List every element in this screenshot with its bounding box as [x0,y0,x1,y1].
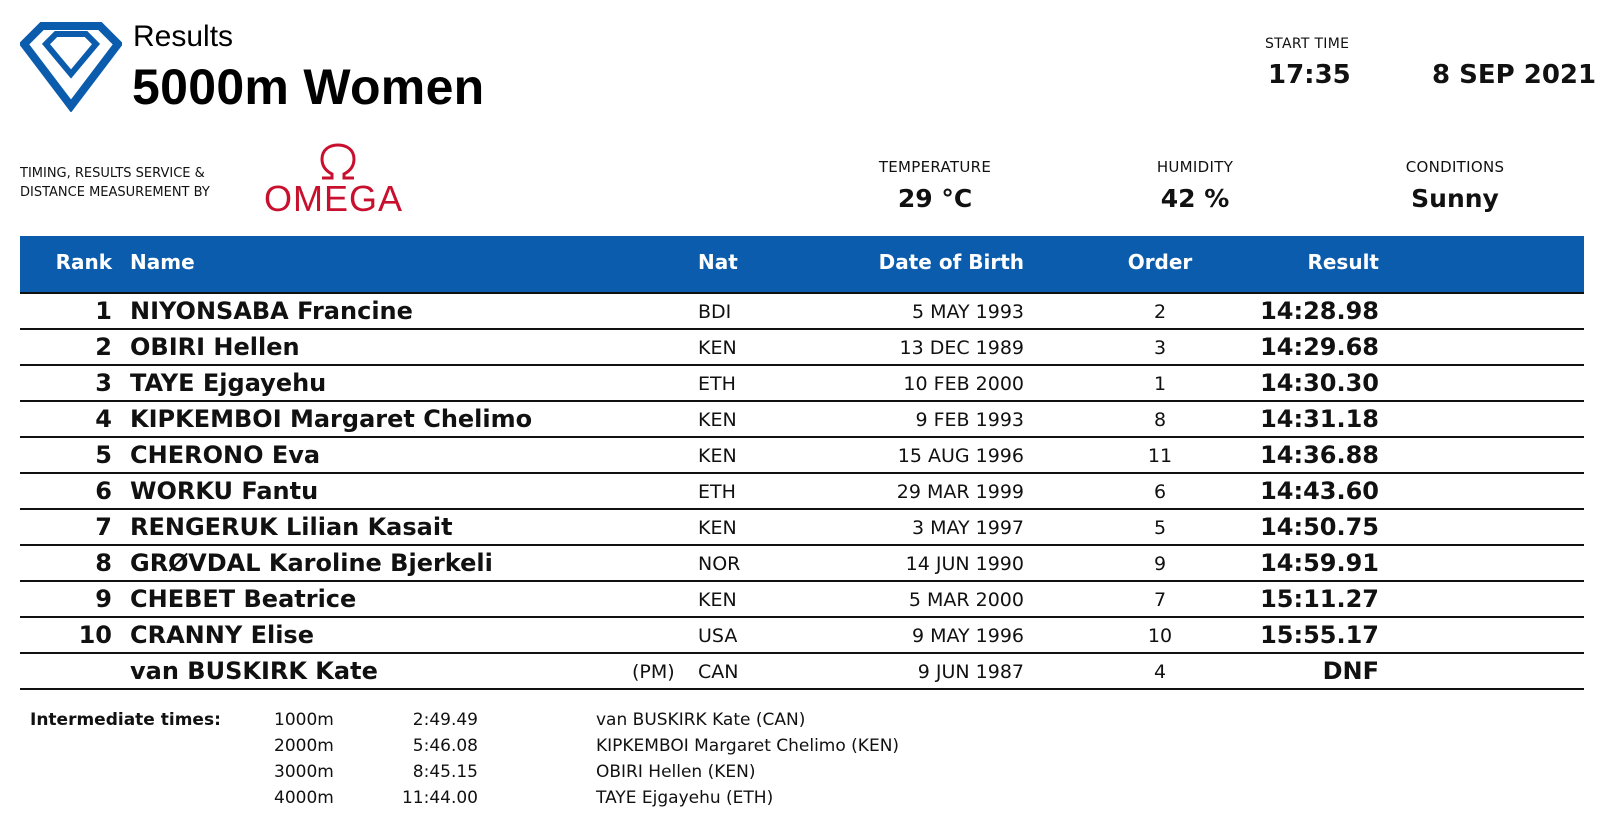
start-order: 5 [1153,517,1167,539]
rank: 8 [95,549,112,577]
split-time: 2:49.49 [412,710,478,730]
start-order: 10 [1147,625,1173,647]
start-order: 4 [1153,661,1167,683]
col-nat: Nat [698,250,738,274]
date-of-birth: 5 MAY 1993 [911,301,1024,323]
athlete-name: van BUSKIRK Kate [130,657,378,685]
start-order: 3 [1153,337,1167,359]
nationality: BDI [698,301,732,323]
result-time: 15:55.17 [1260,621,1379,649]
athlete-name: CHERONO Eva [130,441,321,469]
result-time: 14:36.88 [1260,441,1379,469]
intermediate-times-label: Intermediate times: [30,710,221,730]
result-time: 14:31.18 [1260,405,1379,433]
temperature-value: 29 °C [897,184,973,213]
result-time: 14:59.91 [1260,549,1379,577]
split-distance: 2000m [274,736,334,756]
date-of-birth: 9 FEB 1993 [915,409,1024,431]
nationality: KEN [698,409,737,431]
table-row [20,546,1584,582]
table-row [20,366,1584,402]
athlete-name: OBIRI Hellen [130,333,300,361]
athlete-name: GRØVDAL Karoline Bjerkeli [130,549,493,577]
start-time-label: START TIME [1265,36,1350,52]
table-row [20,292,1584,330]
date-of-birth: 29 MAR 1999 [896,481,1024,503]
col-rank: Rank [55,250,112,274]
rank: 3 [95,369,112,397]
athlete-name: NIYONSABA Francine [130,297,413,325]
col-dob: Date of Birth [878,250,1024,274]
start-order: 2 [1153,301,1167,323]
start-order: 11 [1147,445,1173,467]
nationality: KEN [698,445,737,467]
humidity-label: HUMIDITY [1156,158,1234,176]
athlete-name: RENGERUK Lilian Kasait [130,513,453,541]
split-distance: 1000m [274,710,334,730]
col-order: Order [1127,250,1193,274]
nationality: KEN [698,589,737,611]
rank: 2 [95,333,112,361]
results-table-header [20,236,1584,292]
nationality: ETH [698,373,736,395]
split-leader: van BUSKIRK Kate (CAN) [596,710,806,730]
diamond-league-logo-icon [20,22,122,112]
result-time: 14:28.98 [1260,297,1379,325]
date-of-birth: 9 JUN 1987 [917,661,1024,683]
rank: 5 [95,441,112,469]
humidity-value: 42 % [1160,184,1230,213]
result-time: 14:30.30 [1260,369,1379,397]
result-time: 15:11.27 [1260,585,1379,613]
split-distance: 3000m [274,762,334,782]
table-row [20,582,1584,618]
table-row [20,510,1584,546]
omega-symbol-icon [316,142,360,182]
timing-credit-line1: TIMING, RESULTS SERVICE & [20,166,205,181]
athlete-note: (PM) [632,661,675,683]
split-time: 11:44.00 [401,788,478,808]
table-row [20,330,1584,366]
date-of-birth: 10 FEB 2000 [903,373,1024,395]
results-table-body [20,292,1584,690]
nationality: ETH [698,481,736,503]
result-time: 14:43.60 [1260,477,1379,505]
start-order: 6 [1153,481,1167,503]
conditions-value: Sunny [1411,184,1499,213]
date-of-birth: 5 MAR 2000 [908,589,1024,611]
rank: 9 [95,585,112,613]
athlete-name: TAYE Ejgayehu [130,369,327,397]
table-row [20,618,1584,654]
split-time: 8:45.15 [412,762,478,782]
rank: 10 [78,621,112,649]
conditions-label: CONDITIONS [1405,158,1505,176]
table-row [20,402,1584,438]
nationality: NOR [698,553,741,575]
nationality: CAN [698,661,739,683]
split-leader: KIPKEMBOI Margaret Chelimo (KEN) [596,736,900,756]
start-time-value: 17:35 [1268,60,1351,90]
col-name: Name [130,250,195,274]
rank: 7 [95,513,112,541]
date-of-birth: 14 JUN 1990 [905,553,1024,575]
split-time: 5:46.08 [412,736,478,756]
event-date: 8 SEP 2021 [1432,60,1597,90]
event-title: 5000m Women [132,59,485,115]
date-of-birth: 3 MAY 1997 [911,517,1024,539]
rank: 1 [95,297,112,325]
athlete-name: WORKU Fantu [130,477,319,505]
split-leader: OBIRI Hellen (KEN) [596,762,756,782]
results-label: Results [133,20,234,53]
rank: 4 [95,405,112,433]
col-result: Result [1307,250,1379,274]
omega-brand: OMEGA [264,178,404,219]
start-order: 7 [1153,589,1167,611]
split-leader: TAYE Ejgayehu (ETH) [596,788,774,808]
table-row [20,474,1584,510]
athlete-name: CRANNY Elise [130,621,314,649]
table-row [20,654,1584,690]
table-row [20,438,1584,474]
athlete-name: CHEBET Beatrice [130,585,357,613]
start-order: 9 [1153,553,1167,575]
start-order: 8 [1153,409,1167,431]
result-time: 14:29.68 [1260,333,1379,361]
nationality: KEN [698,517,737,539]
date-of-birth: 9 MAY 1996 [911,625,1024,647]
date-of-birth: 13 DEC 1989 [899,337,1024,359]
timing-credit-line2: DISTANCE MEASUREMENT BY [20,185,210,200]
nationality: USA [698,625,738,647]
date-of-birth: 15 AUG 1996 [897,445,1024,467]
timing-credit [20,164,210,202]
rank: 6 [95,477,112,505]
athlete-name: KIPKEMBOI Margaret Chelimo [130,405,533,433]
nationality: KEN [698,337,737,359]
start-order: 1 [1153,373,1167,395]
temperature-label: TEMPERATURE [878,158,992,176]
result-time: DNF [1322,657,1379,685]
split-distance: 4000m [274,788,334,808]
result-time: 14:50.75 [1260,513,1379,541]
